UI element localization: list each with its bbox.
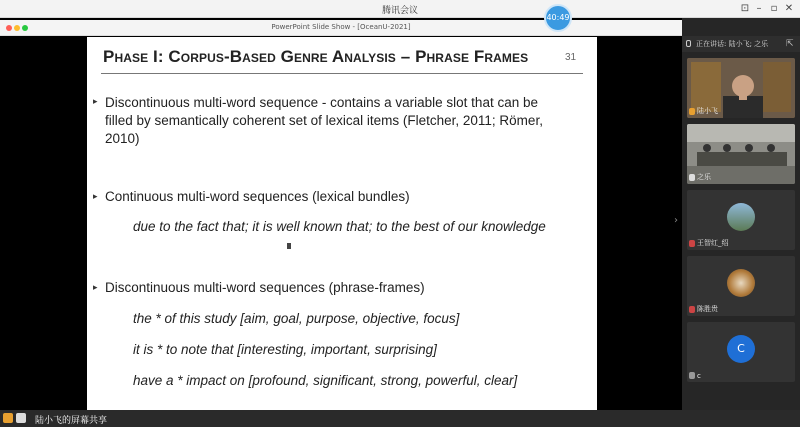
example-text: have a * impact on [profound, significant, strong, powerful, clear]: [133, 373, 518, 388]
pin-arrow-icon[interactable]: ⇱: [786, 39, 794, 49]
minimize-icon[interactable]: –: [756, 3, 762, 14]
mic-icon: [686, 40, 691, 47]
participant-name: c: [697, 372, 701, 380]
app-title: 腾讯会议: [381, 6, 418, 16]
speaking-text: 正在讲话: 陆小飞; 之乐: [696, 40, 769, 48]
slide: [87, 37, 597, 419]
mic-icon: [689, 174, 695, 181]
avatar: [727, 203, 755, 231]
participant-tile[interactable]: [687, 190, 795, 250]
participant-tile[interactable]: [687, 256, 795, 316]
participant-tile[interactable]: [687, 322, 795, 382]
participant-name: 陆小飞: [697, 107, 718, 115]
mic-muted-icon: [689, 372, 695, 379]
mic-icon: [16, 413, 26, 423]
ppt-window-title: PowerPoint Slide Show - [OceanU-2021]: [271, 23, 411, 31]
slide-title: Phase I: Corpus-Based Genre Analysis – Phrase Frames: [103, 47, 529, 66]
bullet-text: Continuous multi-word sequences (lexical bundles): [105, 189, 410, 204]
title-divider: [101, 73, 583, 74]
bullet-arrow-icon: ▸: [93, 283, 98, 293]
participant-name: 陈胜贵: [697, 305, 718, 313]
close-icon[interactable]: ✕: [784, 3, 794, 14]
participant-tile[interactable]: [687, 58, 795, 118]
maximize-icon[interactable]: ▫: [770, 3, 778, 14]
share-label: 陆小飞的屏幕共享: [35, 416, 108, 426]
participant-tile[interactable]: [687, 124, 795, 184]
bullet-line: 2010): [105, 131, 140, 146]
bullet-line: Discontinuous multi-word sequence - contains a variable slot that can be: [105, 95, 538, 110]
ppt-window-bar: [0, 20, 682, 36]
pin-icon[interactable]: ⊡: [740, 3, 750, 14]
screen-share-bar: [0, 410, 800, 427]
meeting-timer[interactable]: 40:49: [544, 4, 572, 32]
avatar: C: [727, 335, 755, 363]
avatar: [727, 269, 755, 297]
user-icon: [3, 413, 13, 423]
chevron-right-icon[interactable]: ›: [674, 215, 678, 226]
mic-icon: [689, 108, 695, 115]
example-text: due to the fact that; it is well known that; to the best of our knowledge: [133, 219, 546, 234]
bullet-arrow-icon: ▸: [93, 97, 98, 107]
slide-number: 31: [565, 52, 577, 63]
bullet-text: Discontinuous multi-word sequences (phrase-frames): [105, 280, 425, 295]
mic-muted-icon: [689, 306, 695, 313]
participant-name: 王智红_绍: [697, 239, 729, 247]
mic-muted-icon: [689, 240, 695, 247]
bullet-arrow-icon: ▸: [93, 192, 98, 202]
mouse-cursor-icon: [287, 243, 291, 249]
example-text: the * of this study [aim, goal, purpose, objective, focus]: [133, 311, 460, 326]
participant-name: 之乐: [697, 173, 711, 181]
example-text: it is * to note that [interesting, important, surprising]: [133, 342, 437, 357]
speaking-indicator: [682, 36, 800, 52]
bullet-line: filled by semantically coherent set of lexical items (Fletcher, 2011; Römer,: [105, 113, 543, 128]
bullet-text: [105, 94, 543, 148]
app-title-bar: [0, 0, 800, 18]
